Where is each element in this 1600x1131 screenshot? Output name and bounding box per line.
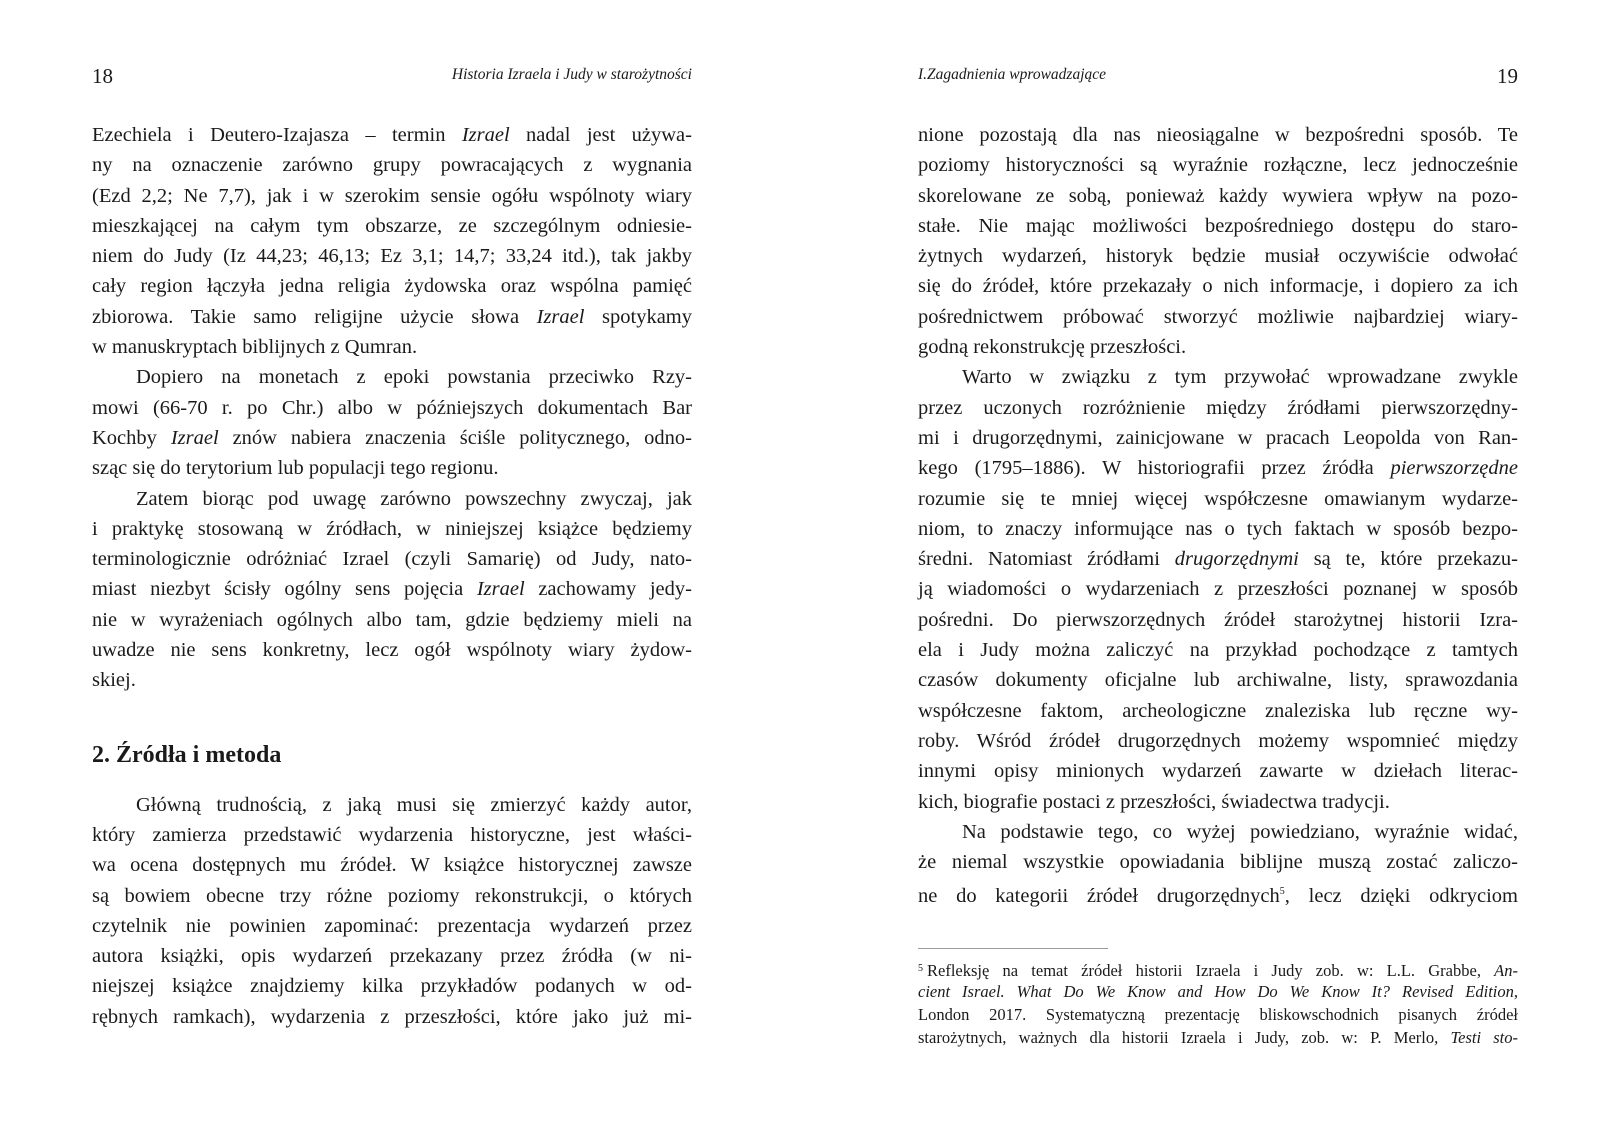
page-number: 19 bbox=[1497, 64, 1518, 88]
footnote-ref[interactable]: 5 bbox=[918, 962, 923, 974]
text-line: żytnych wydarzeń, historyk będzie musiał oczywiście odwołać bbox=[918, 245, 1518, 268]
footnote-ref[interactable]: 5 bbox=[1279, 886, 1285, 898]
text-line: czytelnik nie powinien zapominać: prezentacja wydarzeń przez bbox=[92, 914, 692, 937]
text-line: są bowiem obecne trzy różne poziomy rekonstrukcji, o których bbox=[92, 884, 692, 907]
text-line: kego (1795–1886). W historiografii przez źródła pierwszorzędne bbox=[918, 457, 1518, 480]
text-line: w manuskryptach biblijnych z Qumran. bbox=[92, 336, 418, 359]
text-line: Kochby Izrael znów nabiera znaczenia ściśle politycznego, odno- bbox=[92, 426, 693, 449]
text-line: Warto w związku z tym przywołać wprowadzane zwykle bbox=[962, 366, 1518, 389]
text-line: niom, to znaczy informujące nas o tych faktach w sposób bezpo- bbox=[918, 517, 1518, 540]
paragraph-block bbox=[92, 120, 692, 696]
running-head: Historia Izraela i Judy w starożytności bbox=[451, 66, 692, 83]
left-page bbox=[92, 0, 692, 1131]
text-line: niem do Judy (Iz 44,23; 46,13; Ez 3,1; 14,7; 33,24 itd.), tak jakby bbox=[92, 245, 692, 268]
paragraph-block bbox=[92, 790, 692, 1032]
text-line: rozumie się te mniej więcej współczesne omawianym wydarze- bbox=[918, 487, 1518, 510]
footnote-line: cient Israel. What Do We Know and How Do We Know It? Revised Edition, bbox=[918, 981, 1518, 1001]
text-line: się do źródeł, które przekazały o nich informacje, i dopiero za ich bbox=[918, 275, 1518, 298]
text-line: Zatem biorąc pod uwagę zarówno powszechny zwyczaj, jak bbox=[136, 487, 692, 510]
text-line: średni. Natomiast źródłami drugorzędnymi są te, które przekazu- bbox=[918, 548, 1518, 571]
text-line: zbiorowa. Takie samo religijne użycie słowa Izrael spotykamy bbox=[92, 305, 692, 328]
text-line: ne do kategorii źródeł drugorzędnych$^5$, lecz dzięki odkryciom bbox=[918, 885, 1518, 908]
text-line: pośrednictwem próbować stworzyć możliwie najbardziej wiary- bbox=[918, 305, 1518, 328]
text-line: pośredni. Do pierwszorzędnych źródeł starożytnej historii Izra- bbox=[918, 608, 1518, 631]
text-line: poziomy historyczności są wyraźnie rozłączne, lecz jednocześnie bbox=[918, 154, 1518, 177]
text-line: autora książki, opis wydarzeń przekazany przez źródła (w ni- bbox=[92, 945, 692, 968]
text-line: ny na oznaczenie zarówno grupy powracających z wygnania bbox=[92, 154, 692, 177]
text-line: Ezechiela i Deutero-Izajasza – termin Izrael nadal jest używa- bbox=[92, 124, 692, 146]
text-line: innymi opisy minionych wydarzeń zawarte w dziełach literac- bbox=[918, 760, 1518, 783]
text-line: nie w wyrażeniach ogólnych albo tam, gdzie będziemy mieli na bbox=[92, 608, 692, 631]
text-line: ją wiadomości o wydarzeniach z przeszłości poznanej w sposób bbox=[918, 578, 1518, 601]
footnote-divider bbox=[918, 948, 1108, 949]
text-line: że niemal wszystkie opowiadania biblijne muszą zostać zaliczo- bbox=[918, 851, 1518, 874]
footnote bbox=[918, 957, 1518, 1049]
text-line: wa ocena dostępnych mu źródeł. W książce historycznej zawsze bbox=[92, 854, 692, 877]
text-line: Dopiero na monetach z epoki powstania przeciwko Rzy- bbox=[136, 366, 692, 389]
text-line: przez uczonych rozróżnienie między źródłami pierwszorzędny- bbox=[918, 396, 1518, 419]
text-line: sząc się do terytorium lub populacji tego regionu. bbox=[92, 457, 499, 480]
text-line: Główną trudnością, z jaką musi się zmierzyć każdy autor, bbox=[136, 793, 692, 816]
paragraph-block bbox=[918, 120, 1518, 908]
footnote-line: starożytnych, ważnych dla historii Izraela i Judy, zob. w: P. Merlo, Testi sto- bbox=[918, 1027, 1518, 1047]
text-line: miast niezbyt ścisły ogólny sens pojęcia Izrael zachowamy jedy- bbox=[92, 578, 692, 601]
text-line: roby. Wśród źródeł drugorzędnych możemy wspomnieć między bbox=[918, 729, 1518, 752]
text-line: skorelowane ze sobą, ponieważ każdy wywiera wpływ na pozo- bbox=[918, 184, 1518, 207]
text-line: uwadze nie sens konkretny, lecz ogół wspólnoty wiary żydow- bbox=[92, 639, 692, 662]
right-body-text bbox=[918, 120, 1518, 1049]
text-line: mowi (66-70 r. po Chr.) albo w późniejszych dokumentach Bar bbox=[92, 396, 692, 419]
text-line: (Ezd 2,2; Ne 7,7), jak i w szerokim sensie ogółu wspólnoty wiary bbox=[92, 184, 692, 207]
text-line: terminologicznie odróżniać Izrael (czyli Samarię) od Judy, nato- bbox=[92, 548, 692, 571]
text-line: skiej. bbox=[92, 669, 136, 692]
section-heading: 2. Źródła i metoda bbox=[92, 741, 282, 768]
text-line: ela i Judy można zaliczyć na przykład pochodzące z tamtych bbox=[918, 639, 1518, 662]
left-body-text bbox=[92, 120, 692, 1032]
text-line: kich, biografie postaci z przeszłości, świadectwa tradycji. bbox=[918, 790, 1390, 813]
running-head: I.Zagadnienia wprowadzające bbox=[918, 66, 1107, 83]
right-page bbox=[918, 0, 1518, 1131]
text-line: godną rekonstrukcję przeszłości. bbox=[918, 336, 1187, 359]
text-line: mieszkającej na całym tym obszarze, ze szczególnym odniesie- bbox=[92, 214, 692, 237]
text-line: Na podstawie tego, co wyżej powiedziano, wyraźnie widać, bbox=[962, 820, 1518, 843]
text-line: cały region łączyła jedna religia żydowska oraz wspólna pamięć bbox=[92, 275, 692, 298]
page-number: 18 bbox=[92, 64, 113, 88]
text-line: i praktykę stosowaną w źródłach, w niniejszej książce będziemy bbox=[92, 517, 692, 540]
text-line: czasów dokumenty oficjalne lub archiwalne, listy, sprawozdania bbox=[918, 669, 1518, 692]
text-line: rębnych ramkach), wydarzenia z przeszłości, które jako już mi- bbox=[92, 1005, 692, 1028]
text-line: nione pozostają dla nas nieosiągalne w bezpośredni sposób. Te bbox=[918, 124, 1518, 146]
footnote-line: $^5$ Refleksję na temat źródeł historii Izraela i Judy zob. w: L.L. Grabbe, An- bbox=[918, 960, 1518, 980]
text-line: mi i drugorzędnymi, zainicjowane w pracach Leopolda von Ran- bbox=[918, 426, 1518, 449]
text-line: stałe. Nie mając możliwości bezpośredniego dostępu do staro- bbox=[918, 214, 1518, 237]
text-line: który zamierza przedstawić wydarzenia historyczne, jest właści- bbox=[92, 823, 692, 846]
text-line: niejszej książce znajdziemy kilka przykładów podanych w od- bbox=[92, 975, 692, 998]
text-line: współczesne faktom, archeologiczne znaleziska lub ręczne wy- bbox=[918, 699, 1518, 722]
footnote-line: London 2017. Systematyczną prezentację bliskowschodnich pisanych źródeł bbox=[918, 1004, 1518, 1024]
